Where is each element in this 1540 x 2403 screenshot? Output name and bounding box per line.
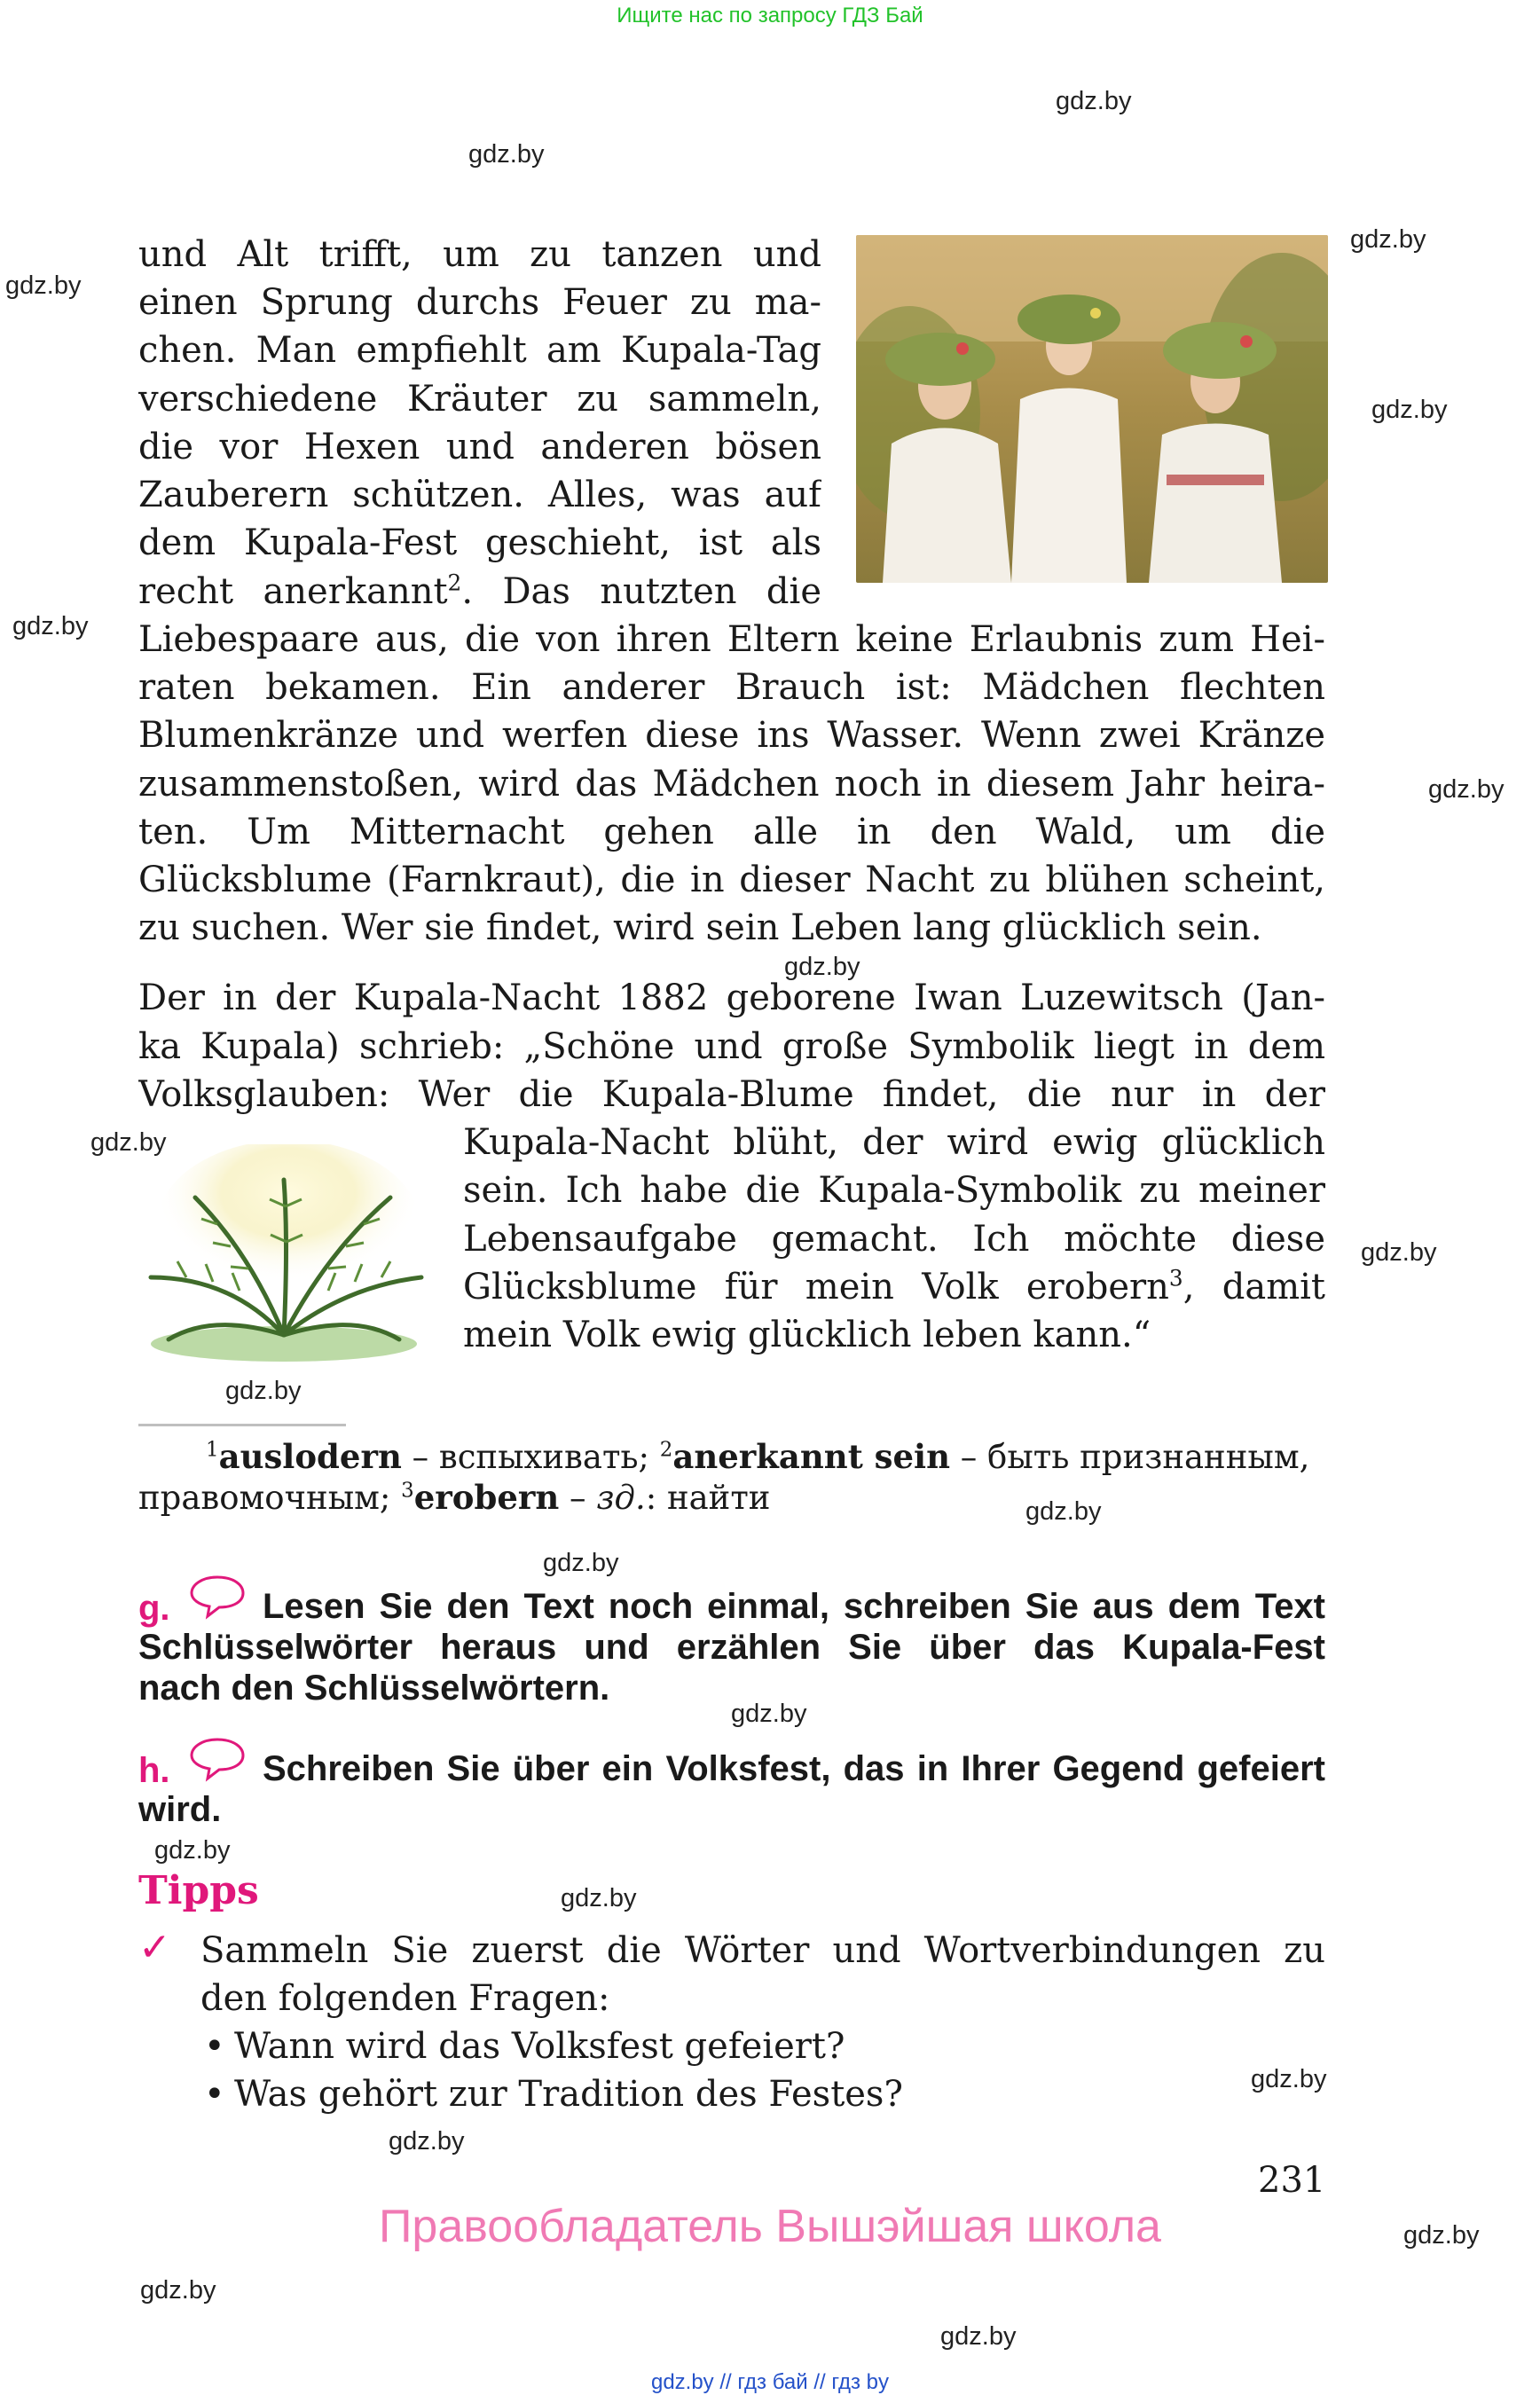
tipps-question: Wann wird das Volksfest gefeiert? xyxy=(234,2026,845,2067)
text-line: recht anerkannt$^2$. Das nutzten die xyxy=(138,569,821,612)
text-line: Lebensaufgabe gemacht. Ich möchte diese xyxy=(463,1219,1325,1260)
watermark: gdz.by xyxy=(543,1549,619,1577)
footnote-line: $^1$auslodern – вспыхивать; $^2$anerkannt sein – быть признанным, xyxy=(206,1437,1310,1476)
text-line: mein Volk ewig glücklich leben kann.“ xyxy=(463,1315,1151,1355)
task-g-text: Lesen Sie den Text noch einmal, schreiben Sie aus dem Text xyxy=(263,1587,1325,1626)
watermark: gdz.by xyxy=(389,2127,465,2156)
text-line: und Alt trifft, um zu tanzen und xyxy=(138,234,821,275)
top-banner: Ищите нас по запросу ГДЗ Бай xyxy=(617,4,923,27)
watermark: gdz.by xyxy=(5,271,82,300)
text-line: dem Kupala-Fest geschieht, ist als xyxy=(138,522,821,563)
watermark: gdz.by xyxy=(784,953,860,981)
footnote-ref: 2 xyxy=(447,569,462,596)
watermark: gdz.by xyxy=(1403,2221,1480,2250)
tipps-heading: Tipps xyxy=(138,1868,259,1913)
watermark: gdz.by xyxy=(940,2322,1017,2351)
footnote-ref: 3 xyxy=(1168,1265,1183,1292)
text-line: Zauberern schützen. Alles, was auf xyxy=(138,475,821,515)
watermark: gdz.by xyxy=(12,612,89,640)
text-line: sein. Ich habe die Kupala-Symbolik zu meiner xyxy=(463,1170,1325,1211)
tipps-question: Was gehört zur Tradition des Festes? xyxy=(234,2074,903,2115)
watermark: gdz.by xyxy=(1350,225,1426,254)
watermark: gdz.by xyxy=(1025,1497,1102,1526)
watermark: gdz.by xyxy=(1371,396,1448,424)
fern-drawing xyxy=(133,1144,435,1362)
task-h-text: wird. xyxy=(138,1790,222,1829)
photo-illustration xyxy=(856,235,1328,583)
watermark: gdz.by xyxy=(1251,2065,1327,2093)
text-line: Glücksblume (Farnkraut), die in dieser Nacht zu blühen scheint, xyxy=(138,860,1325,900)
watermark: gdz.by xyxy=(140,2276,216,2305)
task-g-text: Schlüsselwörter heraus und erzählen Sie über das Kupala-Fest xyxy=(138,1628,1325,1667)
text-line: Kupala-Nacht blüht, der wird ewig glücklich xyxy=(463,1122,1325,1163)
watermark: gdz.by xyxy=(731,1700,807,1728)
text-line: ten. Um Mitternacht gehen alle in den Wald, um die xyxy=(138,812,1325,852)
watermark: gdz.by xyxy=(154,1836,231,1865)
text-line: verschiedene Kräuter zu sammeln, xyxy=(138,379,821,420)
task-h-letter: h. xyxy=(138,1751,170,1790)
fern-illustration xyxy=(133,1144,435,1362)
text-line: ka Kupala) schrieb: „Schöne und große Symbolik liegt in dem xyxy=(138,1026,1325,1067)
bullet: • xyxy=(204,2074,225,2115)
task-h-text: Schreiben Sie über ein Volksfest, das in Ihrer Gegend gefeiert xyxy=(263,1749,1325,1788)
checkmark-icon: ✓ xyxy=(138,1925,171,1970)
text-line: Glücksblume für mein Volk erobern$^3$, damit xyxy=(463,1265,1325,1308)
watermark: gdz.by xyxy=(1428,775,1505,804)
rights-holder: Правообладатель Вышэйшая школа xyxy=(379,2201,1161,2252)
watermark: gdz.by xyxy=(561,1884,637,1912)
text-line: chen. Man empfiehlt am Kupala-Tag xyxy=(138,330,821,371)
watermark: gdz.by xyxy=(90,1128,167,1157)
watermark: gdz.by xyxy=(1361,1238,1437,1267)
watermark: gdz.by xyxy=(225,1377,302,1405)
text-line: einen Sprung durchs Feuer zu ma- xyxy=(138,282,821,323)
text-line: Volksglauben: Wer die Kupala-Blume findet, die nur in der xyxy=(138,1074,1325,1115)
text-line: die vor Hexen und anderen bösen xyxy=(138,427,821,467)
text-line: Liebespaare aus, die von ihren Eltern keine Erlaubnis zum Hei- xyxy=(138,619,1325,660)
speech-bubble-icon xyxy=(188,1574,247,1620)
text-line: Blumenkränze und werfen diese ins Wasser. Wenn zwei Kränze xyxy=(138,715,1325,756)
text-line: zusammenstoßen, wird das Mädchen noch in diesem Jahr heira- xyxy=(138,764,1325,805)
task-g-text: nach den Schlüsselwörtern. xyxy=(138,1669,610,1708)
watermark: gdz.by xyxy=(468,140,545,169)
watermark: gdz.by xyxy=(1056,87,1132,115)
page-number: 231 xyxy=(1258,2160,1326,2201)
text-line: Der in der Kupala-Nacht 1882 geborene Iwan Luzewitsch (Jan- xyxy=(138,978,1325,1018)
bottom-links[interactable]: gdz.by // гдз бай // гдз by xyxy=(650,2370,890,2394)
text-line: zu suchen. Wer sie findet, wird sein Leben lang glücklich sein. xyxy=(138,907,1262,948)
tipps-text: den folgenden Fragen: xyxy=(200,1978,610,2019)
footnote-line: правомочным; $^3$erobern – зд.: найти xyxy=(138,1478,771,1517)
footnote-divider xyxy=(138,1424,346,1426)
speech-bubble-icon xyxy=(188,1736,247,1782)
kupala-wreath-photo xyxy=(856,235,1328,583)
task-g-letter: g. xyxy=(138,1589,170,1628)
text-line: raten bekamen. Ein anderer Brauch ist: Mädchen flechten xyxy=(138,667,1325,708)
bullet: • xyxy=(204,2026,225,2067)
tipps-text: Sammeln Sie zuerst die Wörter und Wortverbindungen zu xyxy=(200,1930,1325,1971)
